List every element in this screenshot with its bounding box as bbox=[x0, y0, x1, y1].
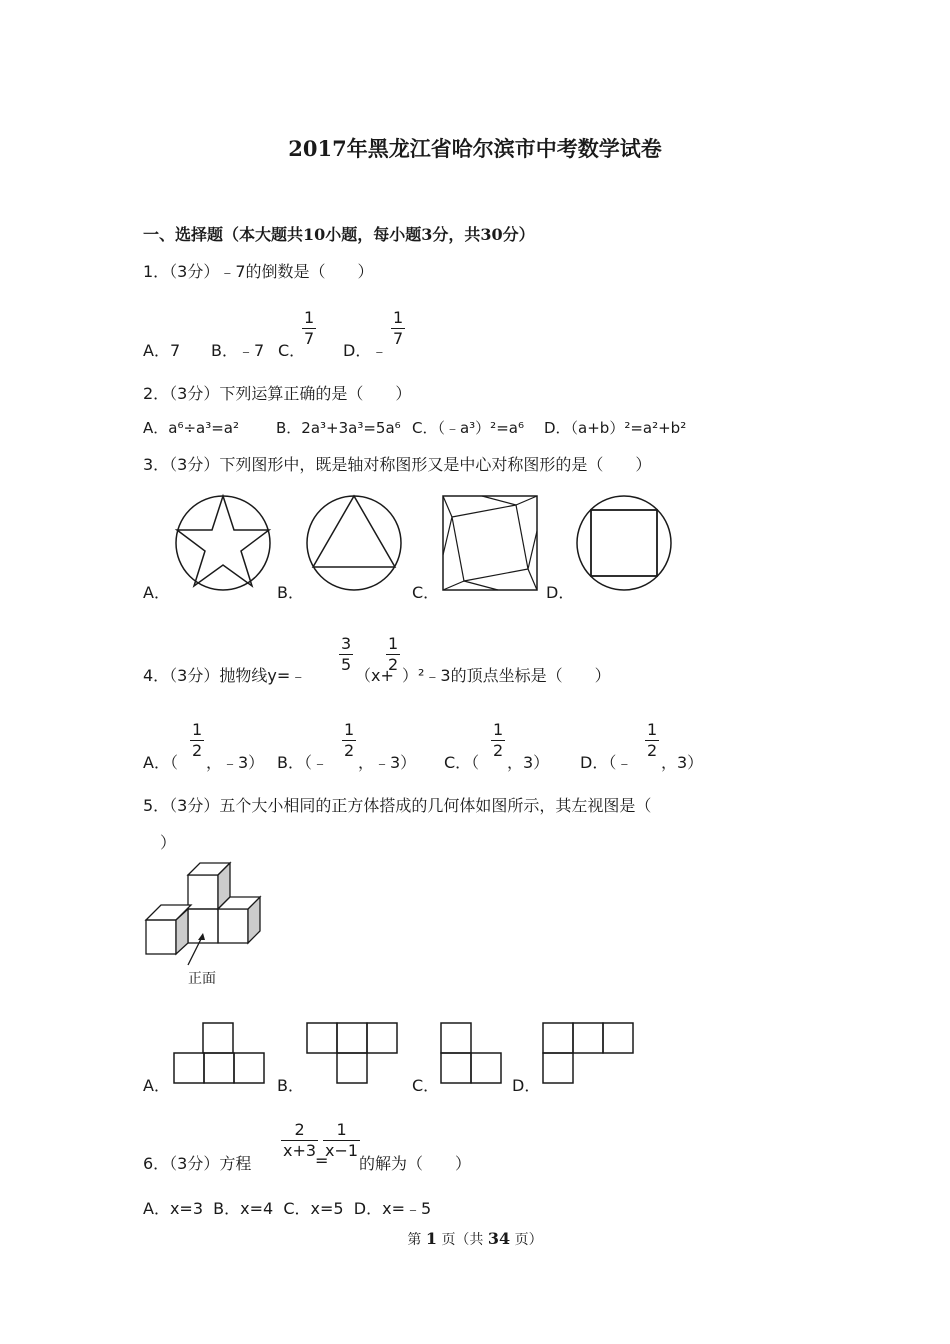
q3-stem: 3．（3分）下列图形中，既是轴对称图形又是中心对称图形的是（ ） bbox=[143, 455, 652, 474]
footer-total-pages: 34 bbox=[487, 1229, 511, 1248]
q4-fraction-k-den: 5 bbox=[341, 655, 352, 674]
q6-fraction-left bbox=[281, 1122, 318, 1159]
q5-option-c-view bbox=[440, 1022, 505, 1084]
q5-option-b-view bbox=[306, 1022, 401, 1084]
q3-option-a: A． bbox=[143, 583, 170, 602]
q5-option-d: D． bbox=[512, 1076, 541, 1095]
q1-fraction-d-den: 7 bbox=[393, 329, 404, 348]
q5-option-c: C． bbox=[412, 1076, 440, 1095]
q1-fraction-c-num: 1 bbox=[304, 308, 315, 327]
q4-option-b: B．（﹣ bbox=[277, 753, 328, 772]
q4-option-d: D．（﹣ bbox=[580, 753, 633, 772]
q4-fraction-h-den: 2 bbox=[388, 655, 399, 674]
q4-option-d-fraction-num: 1 bbox=[647, 720, 658, 739]
q4-option-b-fraction-num: 1 bbox=[344, 720, 355, 739]
q4-fraction-k bbox=[339, 636, 353, 673]
front-view-label: 正面 bbox=[188, 971, 216, 987]
q6-fraction-right bbox=[323, 1122, 360, 1159]
q2-option-c: C．（﹣a³）²=a⁶ bbox=[412, 419, 524, 437]
q4-option-c: C．（ bbox=[444, 753, 480, 772]
q4-option-c-fraction-den: 2 bbox=[493, 741, 504, 760]
footer-prefix: 第 bbox=[407, 1232, 422, 1248]
q1-fraction-c-den: 7 bbox=[304, 329, 315, 348]
q3-option-b: B． bbox=[277, 583, 304, 602]
q5-option-a: A． bbox=[143, 1076, 170, 1095]
q5-option-d-view bbox=[542, 1022, 637, 1084]
q4-option-a-fraction bbox=[190, 722, 204, 759]
q4-fraction-k-num: 3 bbox=[341, 634, 352, 653]
q4-option-b-fraction-den: 2 bbox=[344, 741, 355, 760]
q1-fraction-d-num: 1 bbox=[393, 308, 404, 327]
q4-stem-suffix: ）²﹣3的顶点坐标是（ ） bbox=[402, 666, 611, 685]
q6-fraction-right-num: 1 bbox=[336, 1120, 347, 1139]
q4-stem-prefix: 4．（3分）抛物线y=﹣ bbox=[143, 666, 307, 685]
square-in-circle-figure bbox=[576, 495, 676, 595]
q4-option-d-fraction bbox=[645, 722, 659, 759]
q5-option-a-view bbox=[173, 1022, 268, 1084]
q6-equals: = bbox=[315, 1151, 329, 1170]
footer-middle: 页（共 bbox=[441, 1232, 484, 1248]
q2-option-b: B．2a³+3a³=5a⁶ bbox=[276, 419, 401, 437]
q4-option-a-tail: ，﹣3） bbox=[206, 753, 265, 772]
triangle-in-circle-figure bbox=[306, 495, 406, 595]
footer-page-number: 1 bbox=[425, 1229, 437, 1248]
q5-stem: 5．（3分）五个大小相同的正方体搭成的几何体如图所示，其左视图是（ bbox=[143, 796, 652, 815]
q4-option-a: A．（ bbox=[143, 753, 178, 772]
q1-option-b: B．﹣7 bbox=[211, 341, 265, 360]
q3-option-c: C． bbox=[412, 583, 440, 602]
q4-option-c-fraction-num: 1 bbox=[493, 720, 504, 739]
q1-fraction-c bbox=[302, 310, 316, 347]
star-in-circle-figure bbox=[175, 495, 275, 595]
q6-options: A．x=3 B．x=4 C．x=5 D．x=﹣5 bbox=[143, 1199, 432, 1218]
q6-stem-prefix: 6．（3分）方程 bbox=[143, 1154, 252, 1173]
q6-fraction-left-den: x+3 bbox=[283, 1141, 317, 1160]
q5-option-b: B． bbox=[277, 1076, 304, 1095]
square-pinwheel-figure bbox=[442, 495, 542, 595]
q4-option-c-fraction bbox=[491, 722, 505, 759]
page-footer bbox=[0, 1229, 950, 1249]
q1-option-d: D．﹣ bbox=[343, 341, 388, 360]
q1-stem: 1．（3分）﹣7的倒数是（ ） bbox=[143, 262, 374, 281]
q1-fraction-d bbox=[391, 310, 405, 347]
q6-stem-suffix: 的解为（ ） bbox=[359, 1154, 472, 1173]
q6-fraction-right-den: x−1 bbox=[325, 1141, 359, 1160]
q4-option-b-fraction bbox=[342, 722, 356, 759]
q4-option-a-fraction-den: 2 bbox=[192, 741, 203, 760]
q4-option-b-tail: ，﹣3） bbox=[358, 753, 417, 772]
q2-stem: 2．（3分）下列运算正确的是（ ） bbox=[143, 384, 412, 403]
q1-option-a: A．7 bbox=[143, 341, 181, 360]
q2-option-d: D．（a+b）²=a²+b² bbox=[544, 419, 687, 437]
q4-fraction-h bbox=[386, 636, 400, 673]
footer-suffix: 页） bbox=[514, 1232, 543, 1248]
section-heading: 一、选择题（本大题共10小题，每小题3分，共30分） bbox=[143, 225, 535, 244]
q4-option-a-fraction-num: 1 bbox=[192, 720, 203, 739]
q4-stem-middle: （x+ bbox=[355, 666, 394, 685]
q4-option-d-tail: ，3） bbox=[661, 753, 704, 772]
q6-fraction-left-num: 2 bbox=[294, 1120, 305, 1139]
q2-option-a: A．a⁶÷a³=a² bbox=[143, 419, 240, 437]
q5-stem-continued: ） bbox=[160, 833, 177, 852]
page-title: 2017年黑龙江省哈尔滨市中考数学试卷 bbox=[288, 136, 662, 161]
q4-option-c-tail: ，3） bbox=[507, 753, 550, 772]
q3-option-d: D． bbox=[546, 583, 575, 602]
q1-option-c: C． bbox=[278, 341, 306, 360]
q4-option-d-fraction-den: 2 bbox=[647, 741, 658, 760]
q4-fraction-h-num: 1 bbox=[388, 634, 399, 653]
